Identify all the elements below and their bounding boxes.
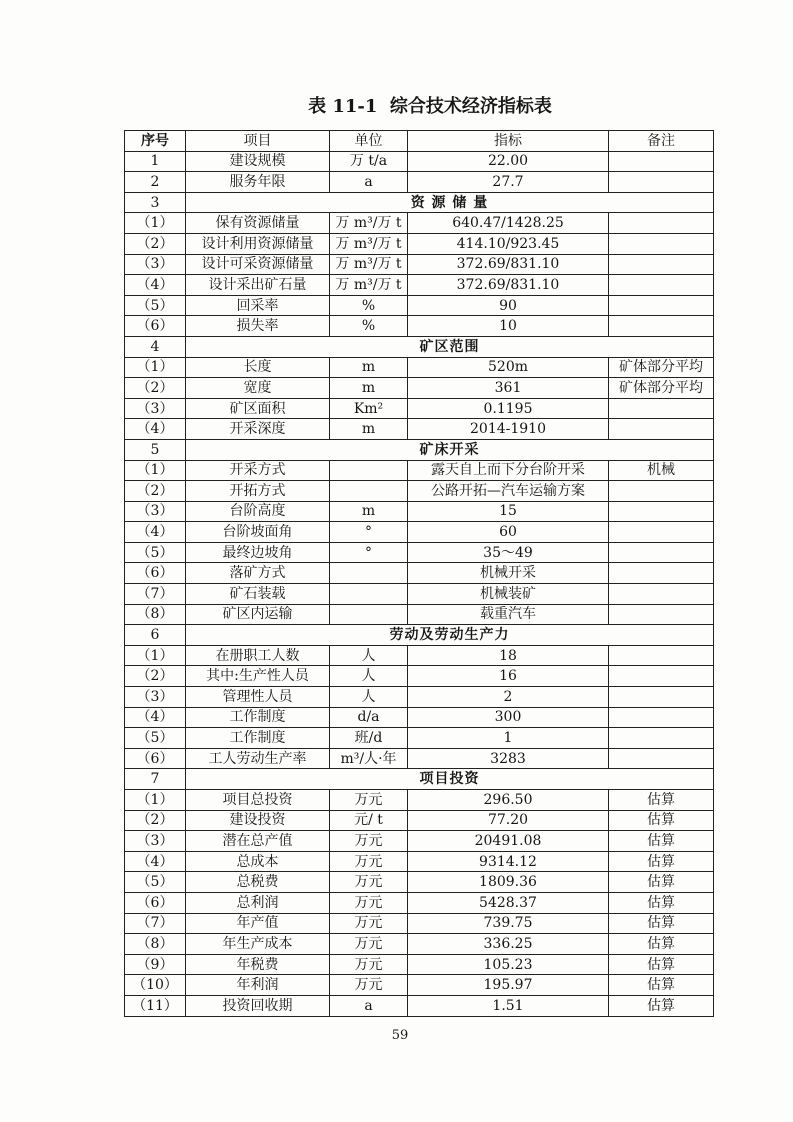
unit-cell: 万元 (330, 913, 408, 934)
note-cell: 估算 (609, 995, 714, 1016)
table-row (125, 748, 714, 769)
item-cell: 年生产成本 (186, 934, 330, 955)
unit-cell: 万 m³/万 t (330, 254, 408, 275)
unit-cell (330, 584, 408, 605)
table-row (125, 913, 714, 934)
header-no: 序号 (125, 131, 186, 152)
table-row (125, 954, 714, 975)
note-cell (609, 254, 714, 275)
note-cell: 矿体部分平均 (609, 378, 714, 399)
unit-cell: 班/d (330, 728, 408, 749)
item-cell: 工作制度 (186, 707, 330, 728)
item-cell: 设计采出矿石量 (186, 275, 330, 296)
unit-cell: 万元 (330, 954, 408, 975)
note-cell (609, 316, 714, 337)
note-cell (609, 481, 714, 502)
note-cell (609, 584, 714, 605)
row-number-cell: （4） (125, 851, 186, 872)
unit-cell: 元/ t (330, 810, 408, 831)
section-label-cell: 劳动及劳动生产力 (186, 625, 714, 646)
note-cell (609, 151, 714, 172)
value-cell: 372.69/831.10 (408, 275, 609, 296)
unit-cell: a (330, 995, 408, 1016)
value-cell: 60 (408, 522, 609, 543)
unit-cell: m³/人·年 (330, 748, 408, 769)
note-cell (609, 666, 714, 687)
value-cell: 1.51 (408, 995, 609, 1016)
unit-cell: 人 (330, 687, 408, 708)
unit-cell: 万 t/a (330, 151, 408, 172)
row-number-cell: （5） (125, 542, 186, 563)
value-cell: 载重汽车 (408, 604, 609, 625)
table-row (125, 872, 714, 893)
note-cell (609, 563, 714, 584)
row-number-cell: （8） (125, 934, 186, 955)
item-cell: 建设规模 (186, 151, 330, 172)
unit-cell: 万元 (330, 892, 408, 913)
row-number-cell: （11） (125, 995, 186, 1016)
row-number-cell: 3 (125, 192, 186, 213)
table-row (125, 645, 714, 666)
unit-cell (330, 563, 408, 584)
item-cell: 设计利用资源储量 (186, 233, 330, 254)
value-cell: 640.47/1428.25 (408, 213, 609, 234)
item-cell: 工人劳动生产率 (186, 748, 330, 769)
row-number-cell: （2） (125, 481, 186, 502)
value-cell: 3283 (408, 748, 609, 769)
item-cell: 矿区面积 (186, 398, 330, 419)
table-row (125, 851, 714, 872)
value-cell: 35～49 (408, 542, 609, 563)
item-cell: 宽度 (186, 378, 330, 399)
value-cell: 27.7 (408, 172, 609, 193)
item-cell: 开采深度 (186, 419, 330, 440)
note-cell (609, 275, 714, 296)
section-row (125, 769, 714, 790)
table-row (125, 419, 714, 440)
unit-cell: % (330, 295, 408, 316)
header-row (125, 131, 714, 152)
row-number-cell: 1 (125, 151, 186, 172)
value-cell: 520m (408, 357, 609, 378)
section-row (125, 625, 714, 646)
note-cell (609, 645, 714, 666)
note-cell: 估算 (609, 790, 714, 811)
note-cell (609, 501, 714, 522)
section-row (125, 336, 714, 357)
value-cell: 361 (408, 378, 609, 399)
row-number-cell: （3） (125, 398, 186, 419)
note-cell (609, 542, 714, 563)
unit-cell: ° (330, 542, 408, 563)
value-cell: 22.00 (408, 151, 609, 172)
row-number-cell: （7） (125, 913, 186, 934)
table-row (125, 151, 714, 172)
item-cell: 矿区内运输 (186, 604, 330, 625)
unit-cell: m (330, 357, 408, 378)
table-body (125, 151, 714, 1016)
row-number-cell: （6） (125, 892, 186, 913)
item-cell: 台阶坡面角 (186, 522, 330, 543)
note-cell: 估算 (609, 913, 714, 934)
value-cell: 9314.12 (408, 851, 609, 872)
value-cell: 10 (408, 316, 609, 337)
table-row (125, 378, 714, 399)
row-number-cell: 7 (125, 769, 186, 790)
section-label-cell: 资 源 储 量 (186, 192, 714, 213)
row-number-cell: （3） (125, 831, 186, 852)
value-cell: 0.1195 (408, 398, 609, 419)
row-number-cell: （2） (125, 810, 186, 831)
unit-cell: 万元 (330, 790, 408, 811)
value-cell: 5428.37 (408, 892, 609, 913)
section-row (125, 192, 714, 213)
note-cell: 估算 (609, 975, 714, 996)
note-cell (609, 398, 714, 419)
item-cell: 最终边坡角 (186, 542, 330, 563)
table-row (125, 975, 714, 996)
row-number-cell: （2） (125, 666, 186, 687)
unit-cell: 万 m³/万 t (330, 213, 408, 234)
row-number-cell: （5） (125, 295, 186, 316)
value-cell: 372.69/831.10 (408, 254, 609, 275)
item-cell: 投资回收期 (186, 995, 330, 1016)
unit-cell: 万 m³/万 t (330, 275, 408, 296)
table-row (125, 687, 714, 708)
unit-cell: m (330, 419, 408, 440)
table-row (125, 357, 714, 378)
table-row (125, 316, 714, 337)
row-number-cell: （6） (125, 563, 186, 584)
row-number-cell: （4） (125, 275, 186, 296)
table-row (125, 295, 714, 316)
value-cell: 77.20 (408, 810, 609, 831)
unit-cell: 万元 (330, 851, 408, 872)
note-cell (609, 687, 714, 708)
section-label-cell: 项目投资 (186, 769, 714, 790)
unit-cell (330, 604, 408, 625)
value-cell: 2 (408, 687, 609, 708)
unit-cell: 万元 (330, 872, 408, 893)
item-cell: 年税费 (186, 954, 330, 975)
row-number-cell: 2 (125, 172, 186, 193)
row-number-cell: （4） (125, 419, 186, 440)
value-cell: 90 (408, 295, 609, 316)
item-cell: 总成本 (186, 851, 330, 872)
item-cell: 项目总投资 (186, 790, 330, 811)
item-cell: 建设投资 (186, 810, 330, 831)
note-cell: 估算 (609, 954, 714, 975)
item-cell: 总利润 (186, 892, 330, 913)
item-cell: 潜在总产值 (186, 831, 330, 852)
unit-cell: % (330, 316, 408, 337)
table-row (125, 460, 714, 481)
item-cell: 矿石装载 (186, 584, 330, 605)
value-cell: 1 (408, 728, 609, 749)
unit-cell (330, 460, 408, 481)
item-cell: 长度 (186, 357, 330, 378)
note-cell (609, 295, 714, 316)
table-title: 表 11-1 综合技术经济指标表 (308, 96, 552, 117)
row-number-cell: （9） (125, 954, 186, 975)
unit-cell: 人 (330, 666, 408, 687)
unit-cell: Km² (330, 398, 408, 419)
note-cell (609, 522, 714, 543)
item-cell: 保有资源储量 (186, 213, 330, 234)
table-row (125, 501, 714, 522)
unit-cell (330, 481, 408, 502)
header-value: 指标 (408, 131, 609, 152)
row-number-cell: （6） (125, 316, 186, 337)
note-cell (609, 172, 714, 193)
row-number-cell: （4） (125, 522, 186, 543)
item-cell: 年产值 (186, 913, 330, 934)
unit-cell: 万元 (330, 831, 408, 852)
row-number-cell: （2） (125, 233, 186, 254)
note-cell (609, 604, 714, 625)
header-unit: 单位 (330, 131, 408, 152)
item-cell: 开拓方式 (186, 481, 330, 502)
row-number-cell: （8） (125, 604, 186, 625)
value-cell: 296.50 (408, 790, 609, 811)
value-cell: 1809.36 (408, 872, 609, 893)
value-cell: 195.97 (408, 975, 609, 996)
row-number-cell: （4） (125, 707, 186, 728)
row-number-cell: 5 (125, 439, 186, 460)
item-cell: 总税费 (186, 872, 330, 893)
unit-cell: 人 (330, 645, 408, 666)
value-cell: 露天自上而下分台阶开采 (408, 460, 609, 481)
note-cell: 估算 (609, 934, 714, 955)
row-number-cell: （3） (125, 501, 186, 522)
item-cell: 回采率 (186, 295, 330, 316)
note-cell: 矿体部分平均 (609, 357, 714, 378)
item-cell: 管理性人员 (186, 687, 330, 708)
note-cell: 估算 (609, 831, 714, 852)
table-row (125, 728, 714, 749)
table-row (125, 810, 714, 831)
table-row (125, 707, 714, 728)
note-cell (609, 728, 714, 749)
table-row (125, 995, 714, 1016)
table-row (125, 542, 714, 563)
row-number-cell: （5） (125, 728, 186, 749)
row-number-cell: （7） (125, 584, 186, 605)
table-row (125, 892, 714, 913)
item-cell: 服务年限 (186, 172, 330, 193)
indicator-table (124, 130, 714, 1017)
page-number: 59 (391, 1028, 409, 1043)
note-cell: 估算 (609, 810, 714, 831)
table-row (125, 604, 714, 625)
table-row (125, 831, 714, 852)
unit-cell: m (330, 501, 408, 522)
row-number-cell: （5） (125, 872, 186, 893)
unit-cell: d/a (330, 707, 408, 728)
table-row (125, 254, 714, 275)
value-cell: 414.10/923.45 (408, 233, 609, 254)
value-cell: 机械开采 (408, 563, 609, 584)
note-cell (609, 213, 714, 234)
note-cell (609, 233, 714, 254)
value-cell: 18 (408, 645, 609, 666)
value-cell: 336.25 (408, 934, 609, 955)
value-cell: 机械装矿 (408, 584, 609, 605)
note-cell: 估算 (609, 872, 714, 893)
unit-cell: 万 m³/万 t (330, 233, 408, 254)
value-cell: 105.23 (408, 954, 609, 975)
item-cell: 年利润 (186, 975, 330, 996)
row-number-cell: （1） (125, 357, 186, 378)
value-cell: 16 (408, 666, 609, 687)
header-note: 备注 (609, 131, 714, 152)
section-label-cell: 矿区范围 (186, 336, 714, 357)
note-cell: 估算 (609, 892, 714, 913)
row-number-cell: （2） (125, 378, 186, 399)
item-cell: 损失率 (186, 316, 330, 337)
value-cell: 300 (408, 707, 609, 728)
note-cell: 估算 (609, 851, 714, 872)
value-cell: 公路开拓—汽车运输方案 (408, 481, 609, 502)
header-item: 项目 (186, 131, 330, 152)
row-number-cell: （1） (125, 645, 186, 666)
table-row (125, 934, 714, 955)
table-row (125, 398, 714, 419)
row-number-cell: （10） (125, 975, 186, 996)
item-cell: 台阶高度 (186, 501, 330, 522)
table-row (125, 233, 714, 254)
item-cell: 在册职工人数 (186, 645, 330, 666)
table-row (125, 522, 714, 543)
note-cell (609, 707, 714, 728)
value-cell: 20491.08 (408, 831, 609, 852)
unit-cell: m (330, 378, 408, 399)
table-row (125, 481, 714, 502)
row-number-cell: （3） (125, 254, 186, 275)
item-cell: 落矿方式 (186, 563, 330, 584)
note-cell (609, 419, 714, 440)
row-number-cell: （3） (125, 687, 186, 708)
item-cell: 工作制度 (186, 728, 330, 749)
table-row (125, 213, 714, 234)
value-cell: 15 (408, 501, 609, 522)
note-cell: 机械 (609, 460, 714, 481)
value-cell: 2014-1910 (408, 419, 609, 440)
row-number-cell: （6） (125, 748, 186, 769)
unit-cell: 万元 (330, 975, 408, 996)
unit-cell: 万元 (330, 934, 408, 955)
unit-cell: a (330, 172, 408, 193)
section-row (125, 439, 714, 460)
table-row (125, 563, 714, 584)
table-row (125, 666, 714, 687)
item-cell: 其中:生产性人员 (186, 666, 330, 687)
table-row (125, 275, 714, 296)
row-number-cell: 6 (125, 625, 186, 646)
value-cell: 739.75 (408, 913, 609, 934)
table-row (125, 584, 714, 605)
item-cell: 开采方式 (186, 460, 330, 481)
row-number-cell: （1） (125, 213, 186, 234)
table-row (125, 790, 714, 811)
row-number-cell: 4 (125, 336, 186, 357)
unit-cell: ° (330, 522, 408, 543)
note-cell (609, 748, 714, 769)
item-cell: 设计可采资源储量 (186, 254, 330, 275)
section-label-cell: 矿床开采 (186, 439, 714, 460)
table-row (125, 172, 714, 193)
row-number-cell: （1） (125, 460, 186, 481)
row-number-cell: （1） (125, 790, 186, 811)
